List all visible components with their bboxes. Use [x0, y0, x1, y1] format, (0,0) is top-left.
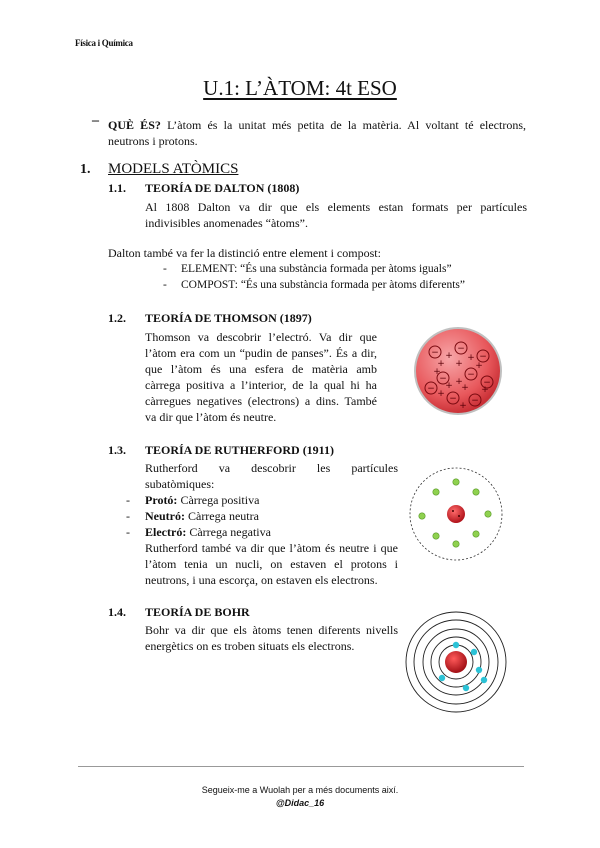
dalton-item-dash-2: - — [163, 279, 167, 291]
bohr-line-2: energètics on es troben situats els electrons. — [145, 639, 355, 653]
thomson-plus-sign: + — [481, 385, 489, 395]
thomson-title: TEORÍA DE THOMSON (1897) — [145, 311, 312, 325]
intro-line-2: neutrons i protons. — [108, 134, 198, 148]
thomson-plus-sign: + — [467, 353, 475, 363]
bohr-electron — [481, 677, 487, 683]
thomson-atom-figure — [413, 326, 503, 416]
particle-electron-desc: Càrrega negativa — [189, 525, 271, 539]
rutherford-after-3: neutrons, i una escorça, on estaven els electrons. — [145, 573, 378, 587]
thomson-line-5: càrregues negatives (electrons) a dins. També — [145, 394, 377, 408]
bohr-line-1: Bohr va dir que els àtoms tenen diferents nivells — [145, 623, 398, 637]
footer-handle: @Didac_16 — [275, 798, 325, 808]
bohr-electron — [476, 667, 482, 673]
dalton-distinction: Dalton també va fer la distinció entre element i compost: — [108, 246, 381, 260]
thomson-plus-sign: + — [455, 359, 463, 369]
thomson-line-1: Thomson va descobrir l’electró. Va dir que — [145, 330, 377, 344]
rutherford-after-2: l’àtom tenia un nucli, on estaven el protons i — [145, 557, 398, 571]
footer-divider — [78, 766, 524, 767]
thomson-plus-sign: + — [455, 377, 463, 387]
rutherford-atom-figure — [406, 464, 506, 564]
rutherford-nucleus — [447, 505, 465, 523]
thomson-line-2: l’àtom era com un “pudin de panses”. És a dir, — [145, 346, 377, 360]
thomson-plus-sign: + — [475, 361, 483, 371]
rutherford-line-1: Rutherford va descobrir les partícules — [145, 461, 398, 475]
thomson-plus-sign: + — [445, 381, 453, 391]
particle-proton — [145, 492, 259, 508]
intro-line-1 — [108, 117, 526, 133]
svg-text:−: − — [479, 352, 487, 362]
svg-text:−: − — [483, 378, 491, 388]
thomson-plus-sign: + — [437, 389, 445, 399]
rutherford-number: 1.3. — [108, 443, 126, 457]
bohr-electron — [463, 685, 469, 691]
page-title: U.1: L’ÀTOM: 4t ESO — [203, 76, 397, 100]
rutherford-electron — [453, 541, 459, 547]
thomson-line-6: va dir que l’àtom és neutre. — [145, 410, 277, 424]
rutherford-after-1: Rutherford també va dir que l’àtom és neutre i que — [145, 541, 398, 555]
thomson-plus-sign: + — [433, 367, 441, 377]
particle-dash-3: - — [126, 525, 130, 539]
particle-proton-desc: Càrrega positiva — [180, 493, 260, 507]
header-label: Física i Química — [75, 38, 133, 48]
svg-text:−: − — [457, 344, 465, 354]
particle-dash-1: - — [126, 493, 130, 507]
svg-text:−: − — [439, 374, 447, 384]
bohr-atom-figure — [404, 610, 508, 714]
rutherford-electron — [419, 513, 425, 519]
thomson-number: 1.2. — [108, 311, 126, 325]
bohr-electron — [439, 675, 445, 681]
svg-text:−: − — [427, 384, 435, 394]
intro-bullet: – — [92, 113, 99, 128]
svg-text:−: − — [449, 394, 457, 404]
particle-electron-name: Electró: — [145, 525, 187, 539]
particle-electron — [145, 524, 271, 540]
thomson-plus-sign: + — [461, 383, 469, 393]
thomson-plus-sign: + — [445, 351, 453, 361]
rutherford-electron — [453, 479, 459, 485]
dalton-item-1: ELEMENT: “És una substància formada per àtoms iguals” — [181, 263, 452, 275]
bohr-nucleus — [445, 651, 467, 673]
rutherford-electron — [433, 533, 439, 539]
svg-text:−: − — [471, 396, 479, 406]
thomson-plus-sign: + — [437, 359, 445, 369]
particle-neutron-name: Neutró: — [145, 509, 185, 523]
thomson-line-4: càrrega positiva a l’interior, de la qual hi ha — [145, 378, 377, 392]
rutherford-title: TEORÍA DE RUTHERFORD (1911) — [145, 443, 335, 457]
bohr-title: TEORÍA DE BOHR — [145, 605, 250, 619]
rutherford-nucleus-spot — [458, 515, 460, 517]
dalton-text-1: Al 1808 Dalton va dir que els elements estan formats per partícules — [145, 200, 527, 214]
rutherford-line-2: subatòmiques: — [145, 477, 215, 491]
rutherford-electron — [485, 511, 491, 517]
dalton-item-2: COMPOST: “És una substància formada per àtoms diferents” — [181, 279, 465, 291]
particle-neutron-desc: Càrrega neutra — [187, 509, 259, 523]
bohr-electron — [471, 649, 477, 655]
rutherford-electron — [473, 531, 479, 537]
svg-text:−: − — [431, 348, 439, 358]
rutherford-electron — [473, 489, 479, 495]
dalton-number: 1.1. — [108, 181, 126, 195]
particle-neutron — [145, 508, 259, 524]
section-number: 1. — [80, 162, 91, 177]
rutherford-nucleus-spot — [452, 510, 454, 512]
svg-text:−: − — [467, 370, 475, 380]
footer-text: Segueix-me a Wuolah per a més documents així. — [201, 785, 399, 795]
bohr-number: 1.4. — [108, 605, 126, 619]
particle-proton-name: Protó: — [145, 493, 178, 507]
thomson-line-3: que l’àtom és una esfera de matèria amb — [145, 362, 377, 376]
dalton-title: TEORÍA DE DALTON (1808) — [145, 181, 300, 195]
particle-dash-2: - — [126, 509, 130, 523]
dalton-item-dash-1: - — [163, 263, 167, 275]
dalton-text-2: indivisibles anomenades “àtoms”. — [145, 216, 308, 230]
bohr-electron — [453, 642, 459, 648]
intro-label: QUÈ ÉS? — [108, 118, 161, 132]
rutherford-electron — [433, 489, 439, 495]
section-title: MODELS ATÒMICS — [108, 161, 239, 177]
thomson-plus-sign: + — [459, 401, 467, 411]
intro-text-1: L’àtom és la unitat més petita de la matèria. Al voltant té electrons, — [167, 118, 527, 132]
